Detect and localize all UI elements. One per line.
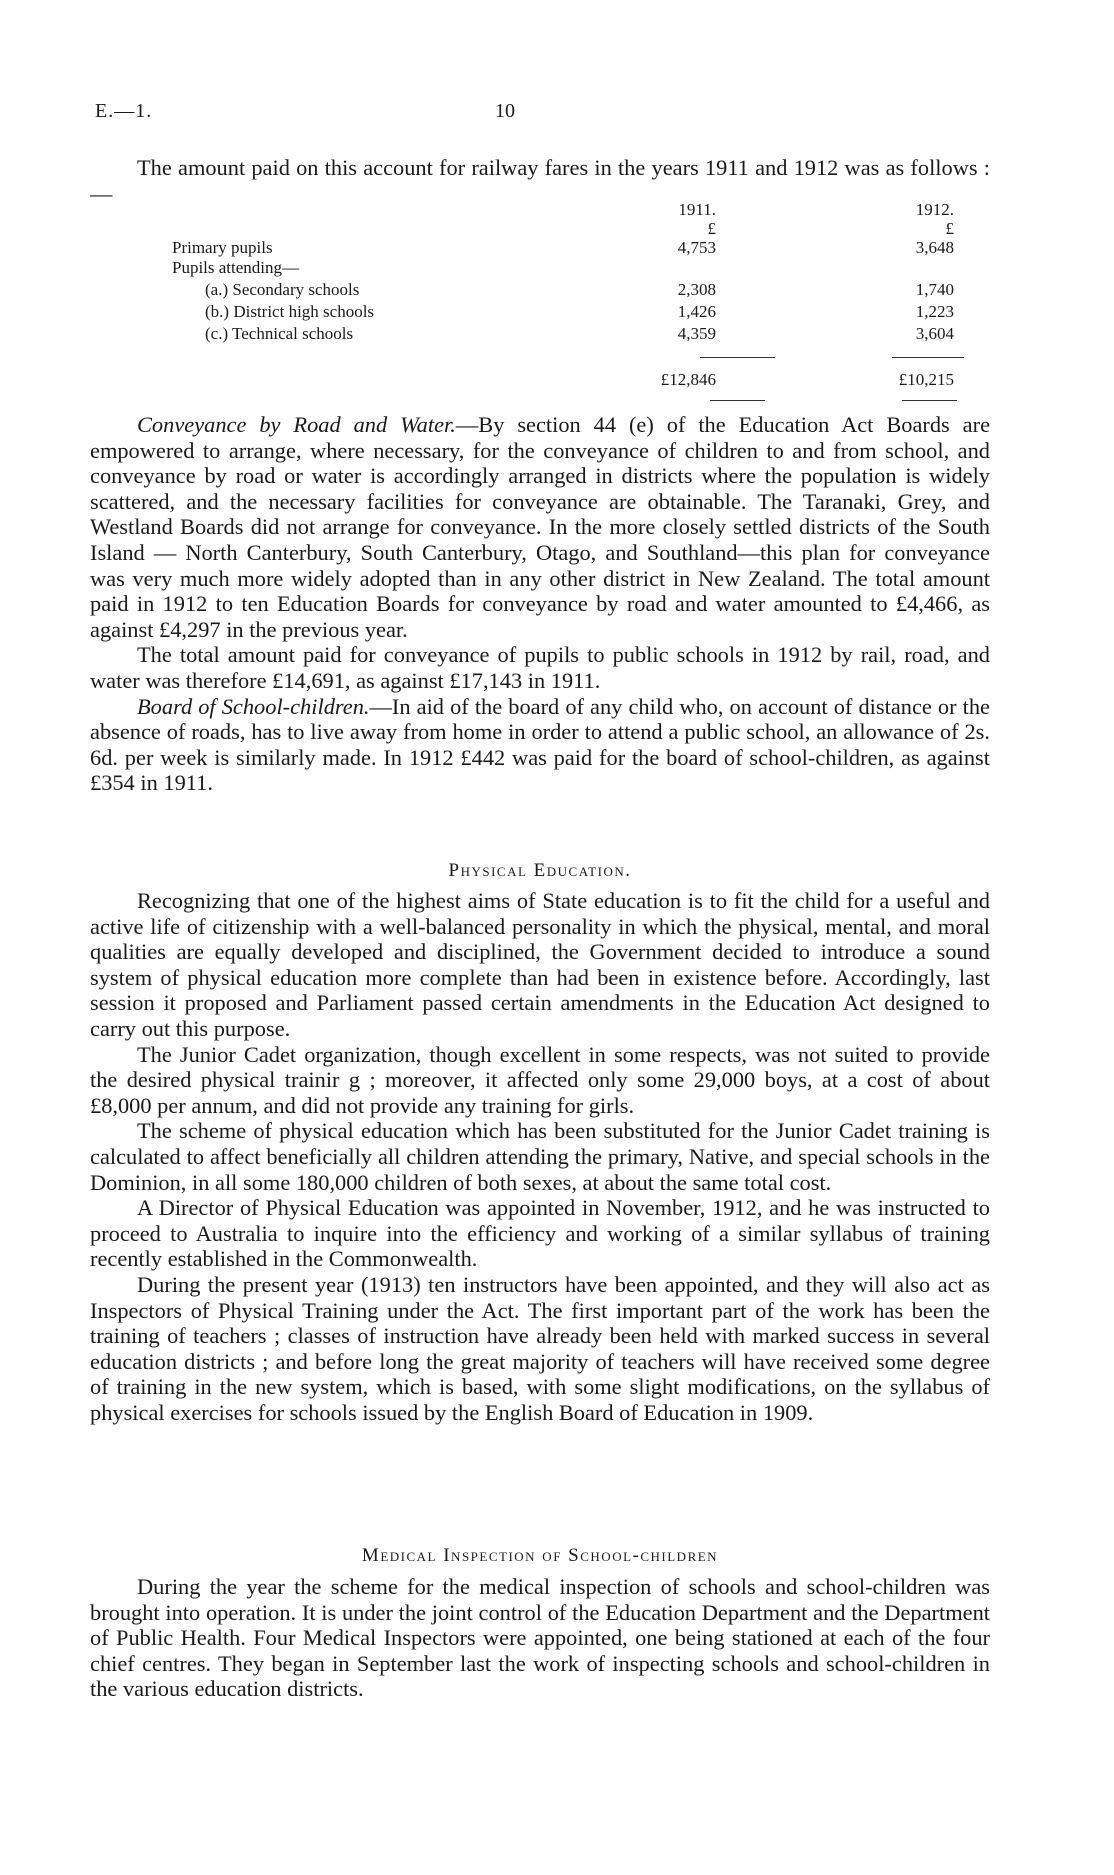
row-label: (c.) Technical schools	[205, 324, 354, 343]
conveyance-title: Conveyance by Road and Water.	[137, 412, 456, 437]
table-row	[90, 258, 990, 280]
physical-paragraph-4: A Director of Physical Education was appointed in November, 1912, and he was instructed to proceed to Australia to inquire into the efficiency and working of a similar syllabus of training recently established in the Commonwealth.	[90, 1195, 990, 1272]
intro-paragraph: The amount paid on this account for railway fares in the years 1911 and 1912 was as follows :—	[90, 155, 990, 206]
running-header	[95, 100, 1019, 130]
value-1912: 3,648	[915, 238, 954, 257]
table-row	[90, 280, 990, 302]
medical-inspection-heading: Medical Inspection of School-children	[361, 1545, 719, 1566]
value-1912: 3,604	[915, 324, 954, 343]
board-title: Board of School-children.	[137, 693, 370, 719]
total-rule-1911	[710, 400, 765, 401]
row-label: Primary pupils	[172, 238, 273, 257]
conveyance-text: —By section 44 (e) of the Education Act Boards are empowered to arrange, where necessary, for the conveyance of children to and from school, and conveyance by road or water is accordingly arranged in districts where the population is widely scattered, and the necessary facilities for conveyance are obtainable. The Taranaki, Grey, and Westland Boards did not arrange for conveyance. In the more closely settled districts of the South Island — North Canterbury, South Canterbury, Otago, and Southland—this plan for conveyance was very much more widely adopted than in any other district in New Zealand. The total amount paid in 1912 to ten Education Boards for conveyance by road and water amounted to £4,466, as against £4,297 in the previous year.	[90, 412, 991, 642]
table-row	[90, 238, 990, 260]
row-label: (b.) District high schools	[205, 302, 375, 321]
subtotal-rule-1912	[892, 357, 964, 358]
value-1911: 2,308	[677, 280, 716, 299]
physical-paragraph-3: The scheme of physical education which has been substituted for the Junior Cadet training is calculated to affect beneficially all children attending the primary, Native, and special schools in the Dominion, in all some 180,000 children of both sexes, at about the same total cost.	[90, 1118, 990, 1195]
conveyance-paragraph	[90, 412, 990, 642]
table-total-row	[90, 370, 990, 392]
table-row	[90, 324, 990, 346]
row-label: Pupils attending—	[172, 258, 300, 277]
col-header-1912: 1912.	[915, 200, 954, 219]
conveyance-section	[90, 412, 990, 796]
physical-education-section	[90, 888, 990, 1425]
col-header-1911: 1911.	[678, 200, 716, 219]
physical-paragraph-5: During the present year (1913) ten instructors have been appointed, and they will also act as Inspectors of Physical Training under the Act. The first important part of the work has been the training of teachers ; classes of instruction have already been held with marked success in several education districts ; and before long the great majority of teachers will have received some degree of training in the new system, which is based, with some slight modifications, on the syllabus of physical exercises for schools issued by the English Board of Education in 1909.	[90, 1271, 990, 1425]
report-reference: E.—1.	[95, 100, 153, 122]
physical-paragraph-1: Recognizing that one of the highest aims of State education is to fit the child for a useful and active life of citizenship with a well-balanced personality in which the physical, mental, and moral qualities are equally developed and disciplined, the Government decided to introduce a sound system of physical education more complete than had been in existence before. Accordingly, last session it proposed and Parliament passed certain amendments in the Education Act designed to carry out this purpose.	[90, 888, 990, 1041]
total-1912: £10,215	[898, 370, 954, 389]
col-unit-1912: £	[945, 219, 954, 238]
value-1912: 1,223	[915, 302, 954, 321]
intro-block	[90, 155, 990, 206]
table-row	[90, 302, 990, 324]
value-1911: 4,359	[677, 324, 716, 343]
row-label: (a.) Secondary schools	[205, 280, 360, 299]
physical-education-heading: Physical Education.	[448, 860, 632, 881]
total-1911: £12,846	[660, 370, 716, 389]
board-text: —In aid of the board of any child who, on account of distance or the absence of roads, has to live away from home in order to attend a public school, an allowance of 2s. 6d. per week is similarly made. In 1912 £442 was paid for the board of school-children, as against £354 in 1911.	[90, 693, 990, 796]
board-paragraph	[90, 694, 990, 796]
medical-inspection-section	[90, 1574, 990, 1702]
conveyance-total-paragraph: The total amount paid for conveyance of pupils to public schools in 1912 by rail, road, and water was therefore £14,691, as against £17,143 in 1911.	[90, 642, 990, 693]
col-unit-1911: £	[707, 219, 716, 238]
page-number: 10	[495, 100, 515, 122]
value-1912: 1,740	[915, 280, 954, 299]
subtotal-rule-1911	[700, 357, 775, 358]
value-1911: 1,426	[677, 302, 716, 321]
medical-paragraph: During the year the scheme for the medical inspection of schools and school-children was brought into operation. It is under the joint control of the Education Department and the Department of Public Health. Four Medical Inspectors were appointed, one being stationed at each of the four chief centres. They began in September last the work of inspecting schools and school-children in the various education districts.	[90, 1574, 990, 1702]
value-1911: 4,753	[677, 238, 716, 257]
total-rule-1912	[902, 400, 957, 401]
physical-paragraph-2: The Junior Cadet organization, though excellent in some respects, was not suited to provide the desired physical trainir g ; moreover, it affected only some 29,000 boys, at a cost of about £8,000 per annum, and did not provide any training for girls.	[90, 1041, 990, 1118]
